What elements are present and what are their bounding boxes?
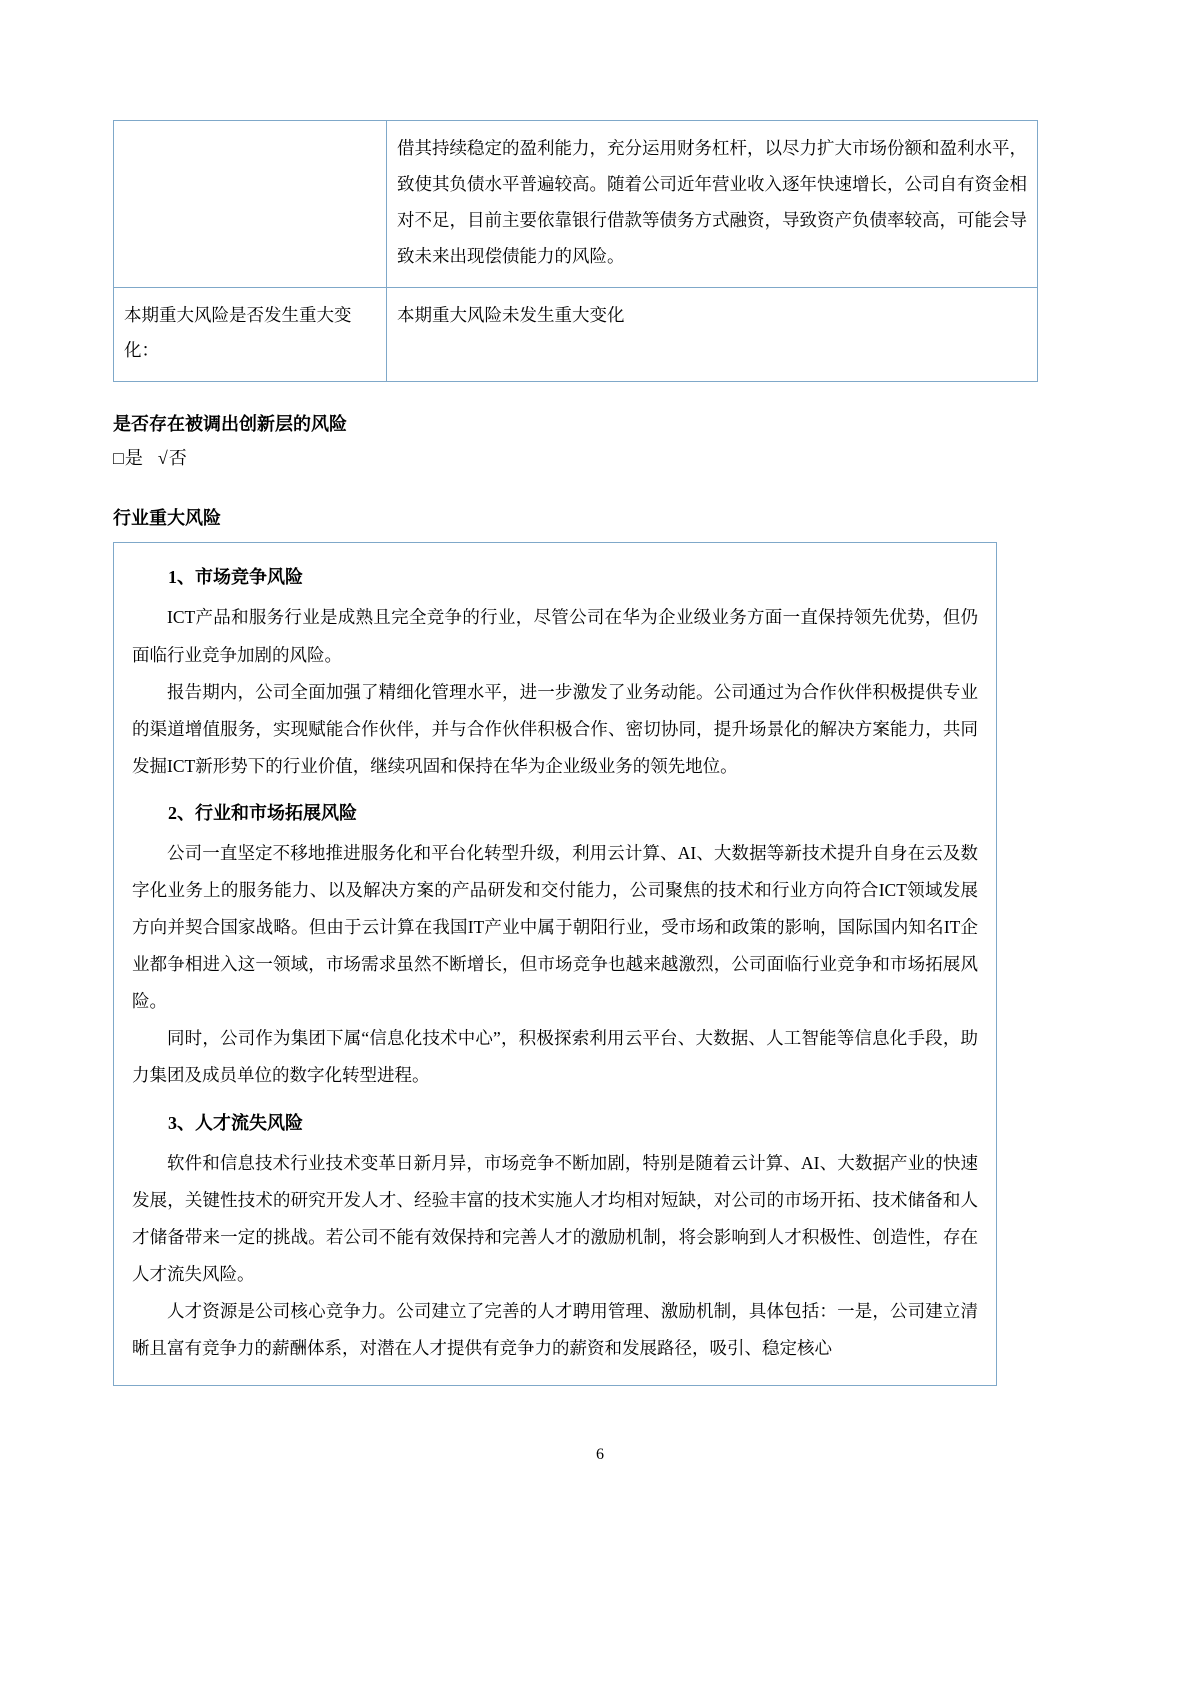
risk-summary-table [113, 120, 1038, 382]
table-cell-value [387, 287, 1038, 382]
risk-item-paragraph: ICT产品和服务行业是成熟且完全竞争的行业，尽管公司在华为企业级业务方面一直保持领先优势，但仍面临行业竞争加剧的风险。 [132, 607, 978, 665]
risk-item-title: 1、市场竞争风险 [168, 567, 303, 588]
risk-item-paragraph: 公司一直坚定不移地推进服务化和平台化转型升级，利用云计算、AI、大数据等新技术提升自身在云及数字化业务上的服务能力、以及解决方案的产品研发和交付能力，公司聚焦的技术和行业方向符合ICT领域发展方向并契合国家战略。但由于云计算在我国IT产业中属于朝阳行业，受市场和政策的影响，国际国内知名IT企业都争相进入这一领域，市场需求虽然不断增长，但市场竞争也越来越激烈，公司面临行业竞争和市场拓展风险。 [132, 842, 978, 1012]
page-content [113, 120, 1027, 1386]
question-heading: 是否存在被调出创新层的风险 [113, 414, 347, 435]
checkbox-option-no[interactable]: √否 [157, 448, 188, 469]
risk-item-paragraph: 人才资源是公司核心竞争力。公司建立了完善的人才聘用管理、激励机制，具体包括：一是，公司建立清晰且富有竞争力的薪酬体系，对潜在人才提供有竞争力的薪资和发展路径，吸引、稳定核心 [132, 1300, 978, 1359]
industry-risk-heading: 行业重大风险 [113, 507, 221, 528]
risk-item-title: 2、行业和市场拓展风险 [168, 802, 357, 823]
checkbox-options [113, 443, 997, 474]
risk-item-paragraph: 同时，公司作为集团下属“信息化技术中心”，积极探索利用云平台、大数据、人工智能等信息化手段，助力集团及成员单位的数字化转型进程。 [132, 1028, 978, 1086]
table-row [114, 287, 1038, 382]
table-cell-paragraph: 本期重大风险未发生重大变化 [397, 304, 625, 325]
table-cell-label: 本期重大风险是否发生重大变化： [114, 287, 387, 382]
table-cell-label [114, 121, 387, 288]
table-cell-value [387, 121, 1038, 288]
risk-item-paragraph: 软件和信息技术行业技术变革日新月异，市场竞争不断加剧，特别是随着云计算、AI、大数据产业的快速发展，关键性技术的研究开发人才、经验丰富的技术实施人才均相对短缺，对公司的市场开拓、技术储备和人才储备带来一定的挑战。若公司不能有效保持和完善人才的激励机制，将会影响到人才积极性、创造性，存在人才流失风险。 [132, 1152, 978, 1284]
table-cell-paragraph: 借其持续稳定的盈利能力，充分运用财务杠杆，以尽力扩大市场份额和盈利水平，致使其负债水平普遍较高。随着公司近年营业收入逐年快速增长，公司自有资金相对不足，目前主要依靠银行借款等债务方式融资，导致资产负债率较高，可能会导致未来出现偿债能力的风险。 [397, 138, 1027, 266]
risk-item-paragraph: 报告期内，公司全面加强了精细化管理水平，进一步激发了业务动能。公司通过为合作伙伴积极提供专业的渠道增值服务，实现赋能合作伙伴，并与合作伙伴积极合作、密切协同，提升场景化的解决方案能力，共同发掘ICT新形势下的行业价值，继续巩固和保持在华为企业级业务的领先地位。 [132, 681, 978, 776]
table-row [114, 121, 1038, 288]
industry-risk-box [113, 542, 997, 1386]
risk-item-title: 3、人才流失风险 [168, 1112, 303, 1133]
checkbox-option-yes[interactable]: □是 [113, 448, 144, 469]
page-number: 6 [596, 1446, 604, 1463]
